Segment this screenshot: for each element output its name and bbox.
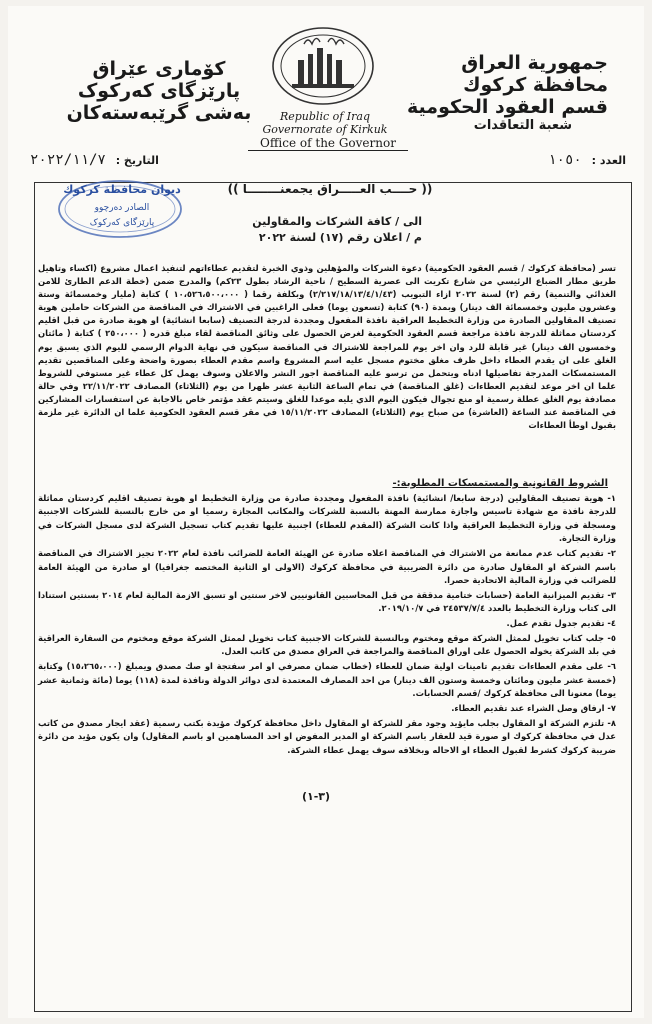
reference-row: [30, 152, 626, 174]
requirement-item: ٦- على مقدم العطاءات تقديم تامينات اولية ضمان للعطاء (خطاب ضمان مصرفي او امر سفتجة او صك مصدق ويمبلغ (١٥،٢٦٥،٠٠٠) وكتابة (خمسة عشر مليون ومائتان وخمسة وستون الف دينار) من احد المصارف المعتمدة لدى دوائر الدولة ونافذة لمدة (١١٨) يوما (مائة وثمانية عشر يوما) معنونا الى محافظة كركوك /قسم الحسابات.: [38, 661, 617, 699]
kurdish-republic: کۆماری عێراق: [92, 58, 226, 80]
number-label: العدد :: [591, 154, 626, 167]
announcement-paragraph: تسر (محافظة كركوك / قسم العقود الحكومية) دعوة الشركات والمؤهلين وذوي الخبرة لتقديم عطاءاتهم لتنفيذ اعمال مشروع (اكساء وتاهيل طريق مطار الضباع الرئيسي من شارع تكريت الى عصرية السطيح / ناحية الرشاد بطول ٢٣كم) والمدرج ضمن (خطة الدعم الطارئ للامن الغذائي والتنمية) رقم (٢) لسنة ٢٠٢٢ ازاء التبويب (٢/٢١٧/١٨/١٣/٤/١/٤٣) وبكلفة رقما ( ١٠،٥٢٦،٥٠٠،٠٠٠ ) كتابة (مليار وخمسمائة وستة وعشرون مليون وخمسمائة الف دينار) وبمدة (٩٠) كتابة (تسعون يوما) فعلى الراغبين في الاشتراك في المناقصة من الشركات حاملين هوية تصنيف المقاولين الصادرة من وزارة التخطيط العراقية نافذة المفعول ومجددة لدرجة التصنيف (سابعا انشائية) او هوية صادرة من قبل اقليم كردستان مماثلة للدرجة نافذة مراجعة قسم العقود الحكومية لغرض الحصول على وثائق المناقصة لقاء مبلغ قدره ( ٢٥٠،٠٠٠ ) كتابة ( مائتان وخمسون الف دينار) غير قابلة للرد وان اخر يوم للمراجعة للاشتراك في المناقصة سيكون في نهاية الدوام الرسمي لليوم الذي يسبق يوم الغلق على ان يقدم العطاء داخل ظرف مغلق مختوم مسجل عليه اسم المشروع واسم مقدم العطاء بصورة واضحة وعلى المناقصين تقديم المستمسكات المدرجة تفاصيلها ادناه ويتحمل من ترسو عليه المناقصة اجور النشر والاعلان وسوف يهمل كل عطاء غير مستوفي للشروط علما ان اخر موعد لتقديم العطاءات (غلق المناقصة) في تمام الساعة الثانية عشر ظهرا من يوم (الثلاثاء) المصادف ٢٢/١١/٢٠٢٢ وفي حالة مصادفة يوم الغلق عطلة رسمية او منع تجوال فيكون اليوم الذي يليه موعدا للغلق وسيتم عقد مؤتمر خاص بالاجابة عن استفسارات المشاركين في المناقصة عند الساعة (العاشرة) من صباح يوم (الثلاثاء) المصادف ١٥/١١/٢٠٢٢ في مقر قسم العقود الحكومية علما ان الدائرة غير ملزمة بقبول اوطأ العطاءات: [38, 263, 616, 431]
requirement-item: ٢- تقديم كتاب عدم ممانعة من الاشتراك في المناقصة اعلاه صادرة عن الهيئة العامة للضرائب نافذة لعام ٢٠٢٢ تجيز الاشتراك في المناقصة باسم الشركة او المقاول صادرة من دائرة الضريبية في محافظة كركوك (الاولى او الثانية المختصه جغرافيا) او صادرة من الهيئة العامة للضرائب في وزارة المالية الاتحادية حصرا.: [38, 548, 616, 585]
letterhead-republic: جمهورية العراق: [461, 52, 608, 74]
governorate-emblem-icon: [268, 24, 378, 108]
number-value: ١٠٥٠: [548, 152, 582, 168]
letterhead-governorate: محافظة كركوك: [463, 74, 608, 96]
date-value: ٢٠٢٢/١١/٧: [30, 152, 106, 168]
english-office: Office of the Governor: [248, 136, 408, 151]
requirement-item: ٤- تقديم جدول تقدم عمل.: [506, 618, 616, 629]
english-letterhead: [235, 110, 415, 136]
stamp-title: ديوان محافظة كركوك: [63, 183, 181, 196]
requirements-list: [38, 492, 616, 759]
requirement-item: ٨- تلتزم الشركة او المقاول بجلب مايؤيد وجود مقر للشركة او المقاول داخل محافظة كركوك مؤيدة بكتب رسمية (عقد ايجار مصدق من كاتب عدل في محافظة كركوك او صورة قيد للعقار باسم الشركة او المدير المفوض او احد المساهمين او باسم المقاول) وان يكون مؤيد من دائرة ضريبة كركوك كشرط لقبول العطاء او الاحاله وبخلافه سوف يهمل عطاء الشركة.: [38, 718, 616, 755]
addressee-block: [222, 214, 422, 246]
letterhead-section: شعبة التعاقدات: [473, 118, 572, 133]
requirement-item: ١- هوية تصنيف المقاولين (درجة سابعا/ انشائية) نافذة المفعول ومجددة صادرة من وزارة التخطيط او هوية تصنيف اقليم كردستان مماثلة للدرجة نافذة مع شهادة تاسيس واجازة ممارسة المهنة بالنسبة للشركات والمكاتب المجازة رسميا او من خارج بالنسبة للشركات الاجنبية ومسجلة في وزارة التخطيط العراقية واذا كانت الشركة (المقدم للعطاء) اجنبية عليها تقديم كتاب تسجيل الشركة لدى مسجل الشركات في وزارة التجارة.: [38, 493, 616, 544]
stamp-issued: الصادر دەرچوو: [94, 203, 150, 213]
stamp-governorate: پارێزگای کەرکوک: [89, 218, 155, 228]
requirement-item: ٧- ارفاق وصل الشراء عند تقديم العطاء.: [451, 703, 616, 714]
page-indicator: (٣-١): [301, 790, 331, 803]
requirement-item: ٥- جلب كتاب تخويل لممثل الشركة موقع ومختوم وبالنسبة للشركات الاجنبية كتاب تخويل لممثل الشركة موقع ومختوم من السفارة العراقية في بلد الشركة يخوله الحصول على اوراق المناقصة والمراجعة في العراق مصدق من كاتب العدل.: [38, 633, 616, 657]
reference-number: [548, 152, 626, 168]
subject: م / اعلان رقم (١٧) لسنة ٢٠٢٢: [258, 231, 422, 244]
kurdish-governorate: پارێزگای کەرکوک: [77, 80, 241, 102]
english-governorate: Governorate of Kirkuk: [262, 123, 388, 136]
letterhead-department: قسم العقود الحكومية: [407, 96, 608, 118]
english-republic: Republic of Iraq: [279, 110, 371, 123]
kurdish-department: بەشی گرێبەستەکان: [66, 102, 252, 124]
requirement-item: ٣- تقديم الميزانية العامة (حسابات ختامية مدققة من قبل المحاسبين القانونيين لاخر سنتين او تسبق الازمة المالية لعام ٢٠١٤ بسنتين استنادا الى كتاب وزارة التخطيط بالعدد ٢٤٥٣٧/٧/٤ في ٢٠١٩/١٠/٧.: [38, 589, 616, 614]
requirements-title: الشروط القانونية والمستمسكات المطلوبة:-: [392, 478, 608, 489]
addressee: الى / كافة الشركات والمقاولين: [252, 215, 422, 228]
date-label: التاريخ :: [115, 154, 159, 167]
motto-heading: (( حــــب العـــــراق يجمعنــــــــا )): [227, 182, 433, 196]
reference-date: [30, 152, 159, 168]
